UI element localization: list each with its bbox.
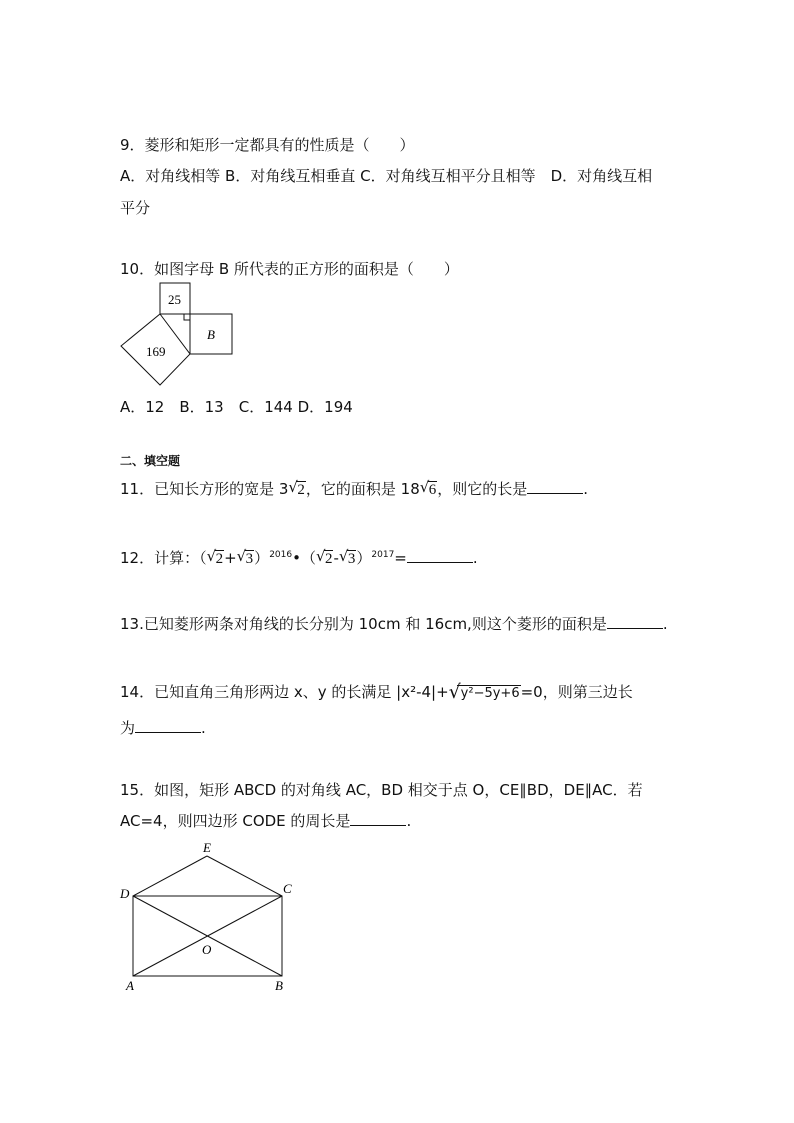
q12-exp1: 2016 bbox=[269, 550, 293, 560]
q14-line2-text: 为 bbox=[120, 719, 136, 737]
q14-answer-blank[interactable] bbox=[135, 718, 201, 733]
section2-title: 二、填空题 bbox=[120, 454, 181, 468]
q12-end: . bbox=[472, 549, 478, 567]
q12-dot: •（ bbox=[292, 549, 316, 567]
q15-answer-blank[interactable] bbox=[350, 811, 406, 826]
q10-label-top: 25 bbox=[168, 292, 181, 307]
q11 bbox=[120, 478, 588, 499]
q10-figure bbox=[115, 280, 240, 390]
q13-answer-blank[interactable] bbox=[607, 614, 663, 629]
q12-answer-blank[interactable] bbox=[407, 548, 473, 563]
q14-suffix: =0，则第三边长 bbox=[520, 683, 633, 701]
q12-sqrt-c: √ 2 bbox=[315, 547, 333, 567]
q11-prefix: 11．已知长方形的宽是 3 bbox=[120, 480, 289, 498]
q14-line1 bbox=[120, 681, 633, 702]
q15-line2 bbox=[120, 810, 411, 831]
q11-sqrt-1: √ 2 bbox=[288, 478, 305, 498]
q14-prefix: 14．已知直角三角形两边 x、y 的长满足 |x²-4|+ bbox=[120, 683, 449, 701]
q9-options-line1: A．对角线相等 B．对角线互相垂直 C．对角线互相平分且相等 D．对角线互相 bbox=[120, 167, 653, 185]
q12-eq: = bbox=[394, 549, 407, 567]
q9-stem: 9．菱形和矩形一定都具有的性质是（ ） bbox=[120, 136, 415, 154]
q11-mid: ，它的面积是 18 bbox=[305, 480, 420, 498]
q12-prefix: 12．计算：（ bbox=[120, 549, 207, 567]
q15-label-o: O bbox=[202, 942, 212, 957]
q12-sqrt-d: √ 3 bbox=[338, 547, 356, 567]
q15-label-b: B bbox=[275, 978, 283, 993]
q12-close2: ） bbox=[356, 549, 372, 567]
q10-stem: 10．如图字母 B 所代表的正方形的面积是（ ） bbox=[120, 260, 459, 278]
q12-exp2: 2017 bbox=[371, 550, 395, 560]
q14-sqrt: √ y²−5y+6 bbox=[448, 681, 520, 703]
q15-line1: 15．如图，矩形 ABCD 的对角线 AC，BD 相交于点 O，CE∥BD，DE∥AC．若 bbox=[120, 781, 643, 799]
q15-label-d: D bbox=[120, 886, 130, 901]
q15-label-a: A bbox=[126, 978, 134, 993]
q11-sqrt-2: √ 6 bbox=[419, 478, 437, 498]
q14-line2 bbox=[120, 717, 206, 738]
q11-suffix: ，则它的长是 bbox=[437, 480, 528, 498]
q12-sqrt-a: √ 2 bbox=[206, 547, 224, 567]
q12 bbox=[120, 547, 478, 568]
q10-options: A．12 B．13 C．144 D．194 bbox=[120, 398, 353, 416]
q15-line2-text: AC=4，则四边形 CODE 的周长是 bbox=[120, 812, 351, 830]
q12-close1: ） bbox=[254, 549, 270, 567]
q13-text: 13.已知菱形两条对角线的长分别为 10cm 和 16cm,则这个菱形的面积是 bbox=[120, 615, 607, 633]
q15-segment-ce bbox=[207, 856, 282, 896]
q10-label-right: B bbox=[207, 327, 215, 342]
q9-options-line2: 平分 bbox=[120, 199, 151, 217]
q11-answer-blank[interactable] bbox=[527, 479, 583, 494]
q15-end: . bbox=[406, 812, 412, 830]
q12-sqrt-b: √ 3 bbox=[236, 547, 254, 567]
q14-end: . bbox=[201, 719, 206, 737]
q13 bbox=[120, 613, 668, 634]
q15-segment-de bbox=[133, 856, 207, 896]
q12-minus: - bbox=[333, 549, 339, 567]
q10-label-left: 169 bbox=[146, 344, 166, 359]
q13-end: . bbox=[662, 615, 668, 633]
q12-plus: + bbox=[224, 549, 237, 567]
q11-end: . bbox=[583, 480, 589, 498]
q10-right-angle-mark bbox=[184, 314, 190, 320]
q15-figure bbox=[115, 838, 315, 998]
q15-label-c: C bbox=[283, 881, 292, 896]
q15-label-e: E bbox=[203, 840, 211, 855]
